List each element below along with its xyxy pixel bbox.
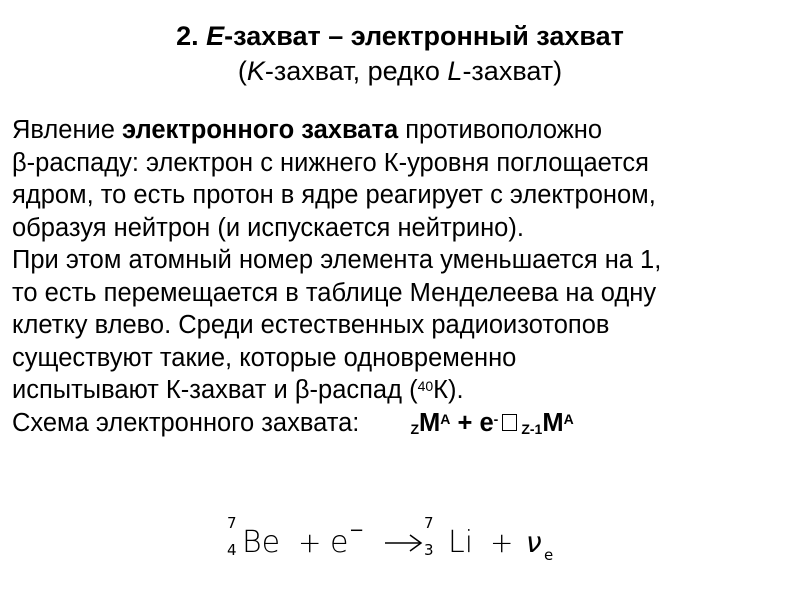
body-line-2: β-распаду: электрон с нижнего К-уровня поглощается bbox=[12, 148, 649, 177]
reaction-arrow-icon bbox=[385, 535, 421, 551]
slide-subtitle bbox=[0, 55, 800, 87]
li-symbol: Li bbox=[448, 525, 474, 560]
li-mass-number: 7 bbox=[424, 514, 434, 532]
body-line-9 bbox=[12, 374, 792, 407]
body-line-1-bold: электронного захвата bbox=[122, 116, 399, 144]
plus-sign-2: + bbox=[490, 526, 514, 559]
body-line-9-b: К). bbox=[433, 376, 464, 404]
body-line-1-c: противоположно bbox=[398, 116, 603, 144]
body-line-1 bbox=[12, 114, 792, 147]
be-atomic-number: 4 bbox=[227, 541, 237, 559]
scheme-a1: A bbox=[440, 410, 451, 427]
scheme-m1: M bbox=[419, 408, 441, 437]
plus-sign-1: + bbox=[298, 526, 322, 559]
body-line-7: клетку влево. Среди естественных радиоизотопов bbox=[12, 311, 610, 339]
subtitle-open: ( bbox=[237, 56, 247, 86]
scheme-plus-e: + e bbox=[450, 408, 494, 437]
scheme-z-1: Z-1 bbox=[521, 420, 543, 437]
capture-equation bbox=[222, 506, 582, 568]
slide-title bbox=[0, 20, 800, 52]
body-line-10 bbox=[12, 407, 792, 440]
body-line-9-a: испытывают К-захват и β-распад ( bbox=[12, 376, 418, 404]
subtitle-l: L bbox=[447, 56, 463, 86]
title-text: -захват – электронный захват bbox=[224, 21, 624, 51]
k40-mass-number: 40 bbox=[417, 378, 434, 394]
capture-scheme bbox=[410, 409, 573, 437]
body-line-6: то есть перемещается в таблице Менделеева на одну bbox=[12, 278, 657, 307]
neutrino-subscript: e bbox=[544, 546, 554, 564]
scheme-minus: - bbox=[493, 410, 499, 427]
title-e-letter: E bbox=[206, 21, 225, 51]
electron-symbol: e bbox=[330, 525, 349, 560]
scheme-m2: M bbox=[542, 408, 564, 437]
body-paragraph bbox=[12, 114, 792, 439]
be-symbol: Be bbox=[242, 525, 281, 560]
li-atomic-number: 3 bbox=[424, 541, 434, 559]
body-line-4: образуя нейтрон (и испускается нейтрино). bbox=[12, 213, 524, 242]
title-number: 2. bbox=[176, 21, 199, 51]
subtitle-k: K bbox=[246, 56, 265, 86]
missing-arrow-glyph-icon bbox=[502, 414, 517, 431]
scheme-label: Схема электронного захвата: bbox=[12, 408, 360, 437]
be-mass-number: 7 bbox=[227, 514, 237, 532]
scheme-z: Z bbox=[410, 420, 420, 437]
neutrino-symbol: ν bbox=[526, 526, 542, 559]
body-line-3: ядром, то есть протон в ядре реагирует с электроном, bbox=[12, 181, 656, 209]
electron-charge: − bbox=[349, 520, 365, 541]
body-line-1-a: Явление bbox=[12, 116, 123, 144]
body-line-8: существуют такие, которые одновременно bbox=[12, 343, 517, 372]
subtitle-close: -захват) bbox=[462, 56, 563, 86]
body-line-5: При этом атомный номер элемента уменьшается на 1, bbox=[12, 246, 662, 274]
subtitle-mid: -захват, редко bbox=[264, 56, 448, 86]
scheme-a2: A bbox=[563, 410, 574, 427]
